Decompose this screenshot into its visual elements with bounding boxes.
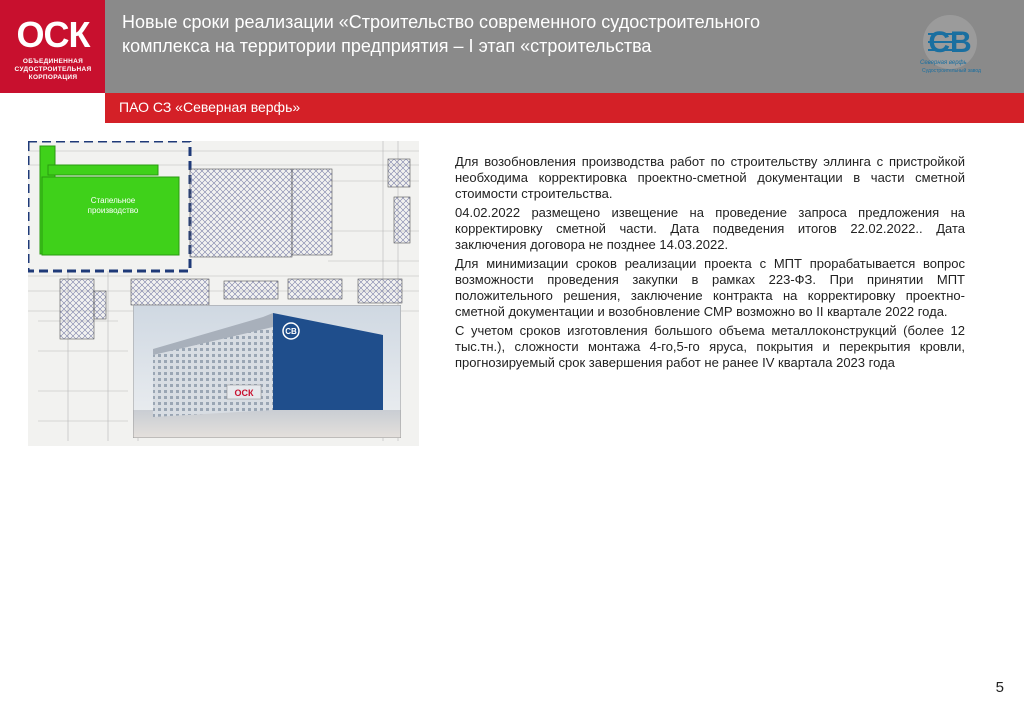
osk-logo-line2: СУДОСТРОИТЕЛЬНАЯ xyxy=(14,66,92,73)
partner-logo-caption: Судостроительный завод xyxy=(922,68,981,74)
paragraph-3: Для минимизации сроков реализации проекта с МПТ прорабатывается вопрос возможности проведения закупки в рамках 223-ФЗ. При принятии МПТ положительного решения, заключение контракта на корректировку проектно-сметной документации и возобновление СМР возможно во II квартале 2022 года. xyxy=(455,256,965,319)
company-name: ПАО СЗ «Северная верфь» xyxy=(119,99,301,115)
osk-logo-abbr: ОСК xyxy=(16,14,90,55)
osk-logo-subtitle xyxy=(4,58,102,82)
building-sign: ОСК xyxy=(234,388,254,398)
subheader-bar xyxy=(105,93,1024,123)
header-bar xyxy=(0,0,1024,93)
paragraph-1: Для возобновления производства работ по строительству эллинга с пристройкой необходима корректировка проектно-сметной документации в части сметной стоимости строительства. xyxy=(455,154,965,201)
osk-logo xyxy=(0,0,105,93)
paragraph-2: 04.02.2022 размещено извещение на проведение запроса предложения на корректировку сметной части. Дата подведения итогов 22.02.2022.. Дата заключения договора не позднее 14.03.2022. xyxy=(455,205,965,252)
page-number: 5 xyxy=(995,679,1004,696)
osk-logo-line1: ОБЪЕДИНЕННАЯ xyxy=(22,58,84,65)
svg-text:СВ: СВ xyxy=(285,327,297,336)
paragraph-4: С учетом сроков изготовления большого объема металлоконструкций (более 12 тыс.тн.), сложности монтажа 4-го,5-го яруса, покрытия и перекрытия кровли, прогнозируемый срок завершения работ не ранее IV квартала 2023 года xyxy=(455,323,965,370)
building-render-image xyxy=(133,305,401,438)
zone-label: Стапельное производство xyxy=(87,196,139,215)
svg-text:СВ: СВ xyxy=(928,26,972,59)
slide-title: Новые сроки реализации «Строительство современного судостроительного комплекса на территории предприятия – I этап «строительства xyxy=(122,12,760,56)
osk-logo-line3: КОРПОРАЦИЯ xyxy=(28,74,78,81)
partner-logo-name: Северная верфь xyxy=(920,60,967,66)
body-text xyxy=(455,154,965,374)
